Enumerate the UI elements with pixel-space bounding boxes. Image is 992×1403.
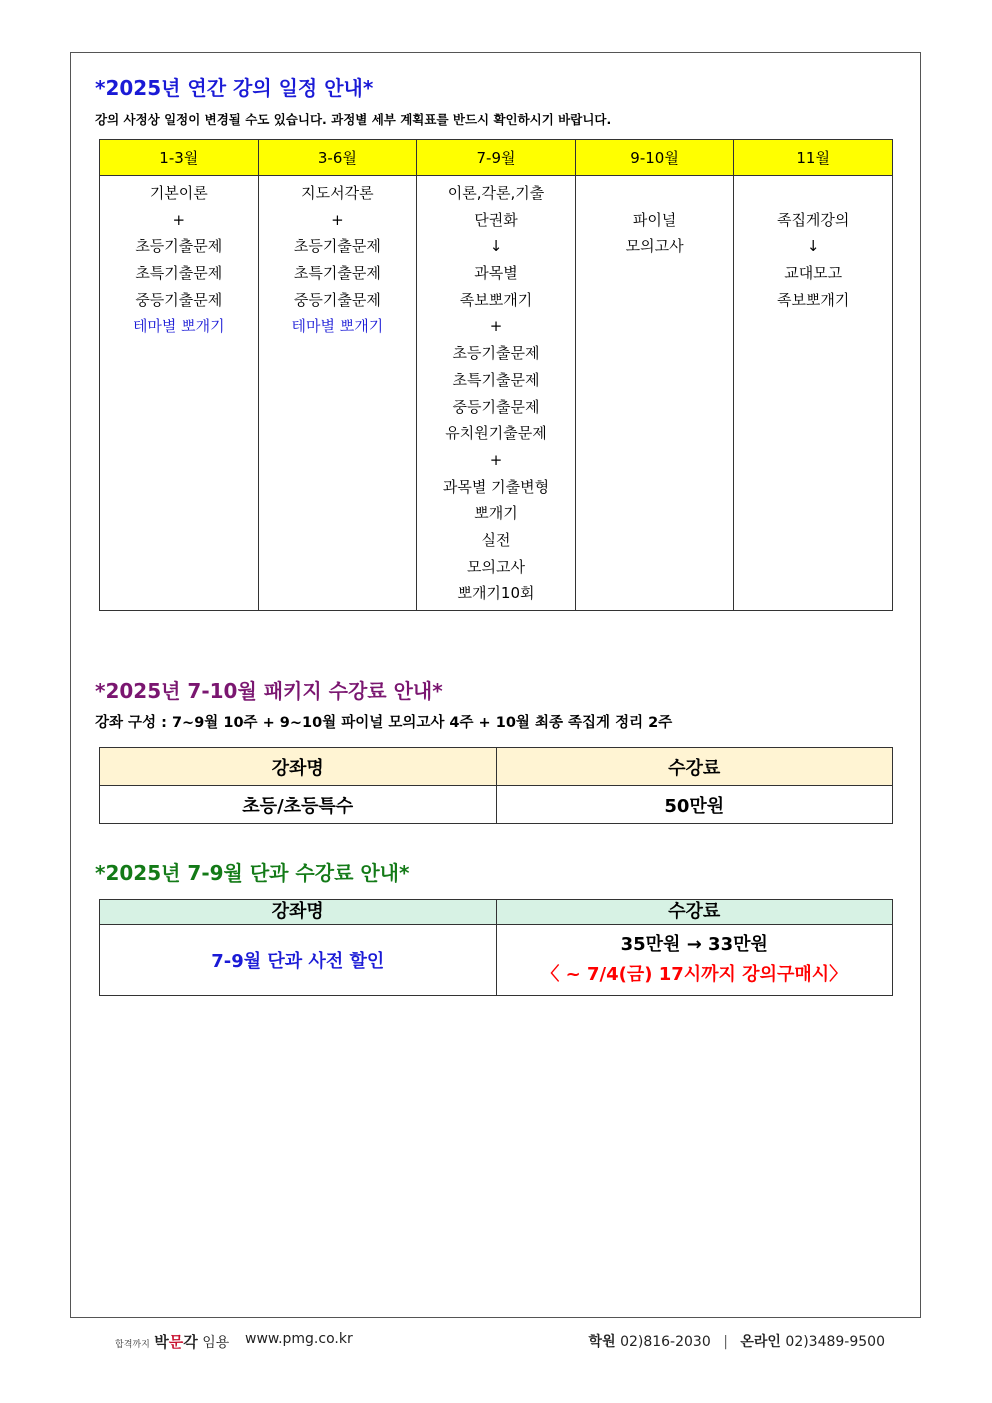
schedule-header-cell: 1-3월 xyxy=(100,140,259,176)
package-fee-table xyxy=(99,747,893,824)
fee-header: 수강료 xyxy=(496,900,893,925)
schedule-cell xyxy=(100,176,259,611)
schedule-line: ↓ xyxy=(806,237,820,256)
package-header-row xyxy=(100,748,893,786)
schedule-line xyxy=(576,180,734,207)
schedule-line: 실전 xyxy=(481,530,511,549)
package-fee-title: *2025년 7-10월 패키지 수강료 안내* xyxy=(95,679,443,703)
schedule-line: ↓ xyxy=(489,237,503,256)
schedule-cell xyxy=(575,176,734,611)
discount-price: 35만원 → 33만원 xyxy=(620,934,768,955)
logo-tagline: 합격까지 xyxy=(115,1340,150,1350)
schedule-line: 파이널 xyxy=(632,210,677,229)
schedule-line: + xyxy=(489,450,503,469)
schedule-line: 과목별 xyxy=(474,264,518,283)
package-row xyxy=(100,786,893,824)
schedule-line: 이론,각론,기출 xyxy=(447,184,545,202)
logo-sub: 임용 xyxy=(202,1335,230,1351)
schedule-line: 테마별 뽀개기 xyxy=(291,317,384,336)
schedule-line: 중등기출문제 xyxy=(135,290,223,309)
discount-deadline: 〈 ~ 7/4(금) 17시까지 강의구매시〉 xyxy=(541,964,848,985)
single-row xyxy=(100,925,893,996)
schedule-header-row xyxy=(100,140,893,176)
course-name-header: 강좌명 xyxy=(100,748,497,786)
schedule-line xyxy=(734,180,892,207)
schedule-line: 초특기출문제 xyxy=(452,370,540,389)
schedule-line: + xyxy=(489,317,503,336)
schedule-cell xyxy=(734,176,893,611)
logo-brand-2: 문 xyxy=(168,1333,184,1351)
schedule-header-cell: 9-10월 xyxy=(575,140,734,176)
schedule-line: 모의고사 xyxy=(625,237,684,256)
academy-label: 학원 xyxy=(588,1334,616,1350)
page-footer xyxy=(115,1328,885,1352)
schedule-line: 과목별 기출변형 xyxy=(442,477,550,496)
package-composition: 강좌 구성 : 7~9월 10주 + 9~10월 파이널 모의고사 4주 + 10월 최종 족집게 정리 2주 xyxy=(95,715,673,731)
schedule-change-note: 강의 사정상 일정이 변경될 수도 있습니다. 과정별 세부 계획표를 반드시 확인하시기 바랍니다. xyxy=(95,112,612,127)
schedule-header-cell: 11월 xyxy=(734,140,893,176)
online-label: 온라인 xyxy=(740,1334,781,1350)
single-course-fee-table xyxy=(99,899,893,996)
schedule-header-cell: 7-9월 xyxy=(417,140,576,176)
course-name-header: 강좌명 xyxy=(100,900,497,925)
annual-schedule-title: *2025년 연간 강의 일정 안내* xyxy=(95,76,374,100)
schedule-line: 족보뽀개기 xyxy=(776,290,850,309)
annual-schedule-table xyxy=(99,139,893,611)
schedule-line: 유치원기출문제 xyxy=(445,424,547,443)
schedule-line: 모의고사 xyxy=(467,557,525,576)
schedule-line: 초특기출문제 xyxy=(135,264,223,283)
schedule-line: 초특기출문제 xyxy=(293,264,381,283)
schedule-line: + xyxy=(331,210,344,229)
schedule-line: 족보뽀개기 xyxy=(459,290,533,309)
schedule-line: 초등기출문제 xyxy=(293,237,381,256)
schedule-line: 기본이론 xyxy=(149,184,208,202)
schedule-cell xyxy=(417,176,576,611)
schedule-line: 테마별 뽀개기 xyxy=(132,317,225,336)
schedule-line: 뽀개기 xyxy=(474,504,518,523)
fee-header: 수강료 xyxy=(496,748,893,786)
schedule-line: 교대모고 xyxy=(784,264,843,283)
schedule-line: 족집게강의 xyxy=(776,210,850,229)
schedule-line: 단권화 xyxy=(474,210,518,229)
course-name-cell: 7-9월 단과 사전 할인 xyxy=(100,925,497,996)
schedule-header-cell: 3-6월 xyxy=(258,140,417,176)
academy-phone: 02)816-2030 xyxy=(620,1334,711,1350)
logo-brand-3: 각 xyxy=(183,1333,198,1351)
single-course-fee-title: *2025년 7-9월 단과 수강료 안내* xyxy=(95,861,410,885)
publisher-logo xyxy=(115,1331,229,1352)
schedule-cell xyxy=(258,176,417,611)
schedule-line: 중등기출문제 xyxy=(452,397,540,416)
fee-cell: 50만원 xyxy=(496,786,893,824)
website-link[interactable]: www.pmg.co.kr xyxy=(245,1331,353,1347)
schedule-line: 초등기출문제 xyxy=(452,344,540,363)
course-name-cell: 초등/초등특수 xyxy=(100,786,497,824)
schedule-body-row xyxy=(100,176,893,611)
online-phone: 02)3489-9500 xyxy=(785,1334,885,1350)
schedule-line: 중등기출문제 xyxy=(293,290,381,309)
contact-divider: | xyxy=(723,1334,728,1350)
contact-info xyxy=(589,1331,885,1351)
schedule-line: 뽀개기10회 xyxy=(457,584,535,603)
schedule-line: 지도서각론 xyxy=(301,184,374,202)
schedule-line: + xyxy=(172,210,186,229)
fee-cell xyxy=(496,925,893,996)
single-header-row xyxy=(100,900,893,925)
schedule-line: 초등기출문제 xyxy=(135,237,223,256)
logo-brand-1: 박 xyxy=(154,1333,169,1351)
